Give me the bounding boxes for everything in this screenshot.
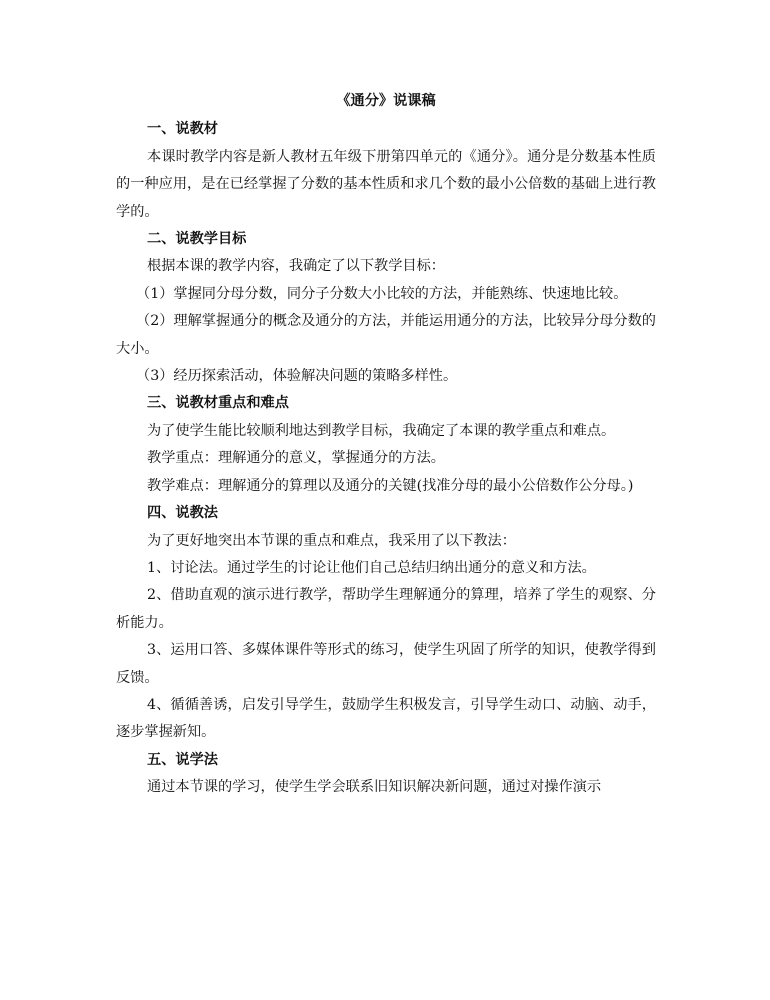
paragraph: 教学重点：理解通分的意义，掌握通分的方法。 xyxy=(147,450,445,467)
section-teaching-objectives xyxy=(116,226,656,390)
method-item: 2、借助直观的演示进行教学，帮助学生理解通分的算理，培养了学生的观察、分析能力。 xyxy=(116,587,656,631)
paragraph: 教学难点：理解通分的算理以及通分的关键(找准分母的最小公倍数作公分母。) xyxy=(147,477,634,494)
method-item: 4、循循善诱，启发引导学生，鼓励学生积极发言，引导学生动口、动脑、动手，逐步掌握新知。 xyxy=(116,696,656,741)
document-body xyxy=(116,88,656,802)
section-heading: 三、说教材重点和难点 xyxy=(147,395,289,412)
section-teaching-material xyxy=(116,116,656,226)
paragraph: 根据本课的教学内容，我确定了以下教学目标： xyxy=(147,258,445,275)
paragraph: 为了使学生能比较顺利地达到教学目标，我确定了本课的教学重点和难点。 xyxy=(147,422,616,439)
section-heading: 一、说教材 xyxy=(147,121,218,138)
objective-item: （3）经历探索活动，体验解决问题的策略多样性。 xyxy=(136,368,458,385)
paragraph: 为了更好地突出本节课的重点和难点，我采用了以下教法： xyxy=(147,532,516,549)
method-item: 1、讨论法。通过学生的讨论让他们自己总结归纳出通分的意义和方法。 xyxy=(147,559,596,576)
section-heading: 五、说学法 xyxy=(147,751,218,768)
document-title: 《通分》说课稿 xyxy=(336,93,436,109)
section-key-points xyxy=(116,390,656,500)
objective-item: （1）掌握同分母分数，同分子分数大小比较的方法，并能熟练、快速地比较。 xyxy=(136,285,628,302)
method-item: 3、运用口答、多媒体课件等形式的练习，使学生巩固了所学的知识，使教学得到反馈。 xyxy=(116,642,656,686)
section-heading: 二、说教学目标 xyxy=(147,231,247,248)
objective-item: （2）理解掌握通分的概念及通分的方法，并能运用通分的方法，比较异分母分数的大小。 xyxy=(116,313,656,357)
section-heading: 四、说教法 xyxy=(147,505,218,522)
paragraph: 本课时教学内容是新人教材五年级下册第四单元的《通分》。通分是分数基本性质的一种应用，是在已经掌握了分数的基本性质和求几个数的最小公倍数的基础上进行教学的。 xyxy=(116,148,656,220)
section-teaching-methods xyxy=(116,500,656,747)
paragraph: 通过本节课的学习，使学生学会联系旧知识解决新问题，通过对操作演示 xyxy=(147,779,602,796)
section-learning-methods xyxy=(116,747,656,802)
